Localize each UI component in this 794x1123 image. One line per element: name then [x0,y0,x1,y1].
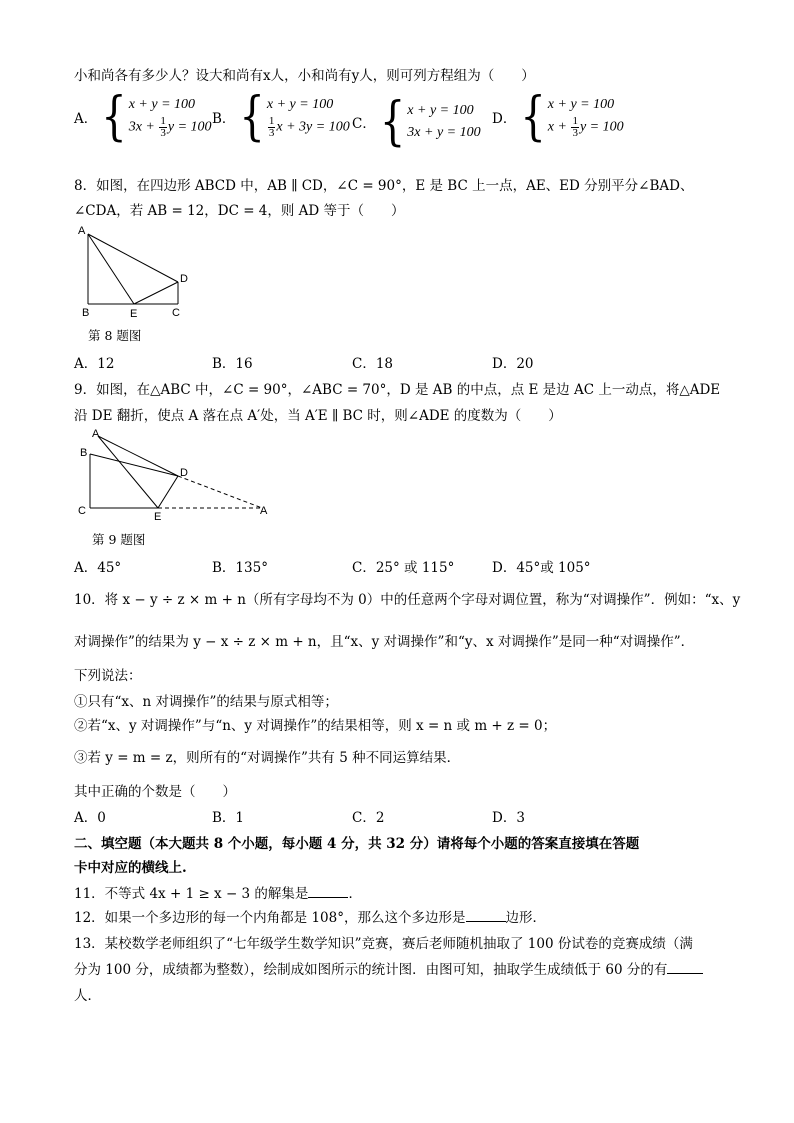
label-d: D [180,273,188,285]
q10-statement-1: ①只有“x、n 对调操作”的结果与原式相等； [74,694,338,710]
label-e: E [130,308,138,320]
q9-option-a[interactable]: A．45° [74,560,122,576]
brace-icon: { [101,86,127,147]
equation-1: x + y = 100 [266,97,334,112]
q9-line1: 9．如图，在△ABC 中，∠C = 90°，∠ABC = 70°，D 是 AB 的中点，点 E 是边 AC 上一动点，将△ADE [74,382,721,398]
label-c: C [78,505,86,517]
q9-caption: 第 9 题图 [92,532,146,547]
q11-end: ． [348,886,362,902]
q8-figure [74,222,194,322]
q7-option-a[interactable] [74,86,212,147]
q9-line2: 沿 DE 翻折，使点 A 落在点 A′处，当 A′E ∥ BC 时，则∠ADE 的度数为（ ） [74,408,562,424]
q11 [74,882,362,902]
q10-ask: 其中正确的个数是（ ） [74,784,236,800]
q13-line2-text: 分为 100 分，成绩都为整数），绘制成如图所示的统计图．由图可知，抽取学生成绩低于 60 分的有 [74,962,668,978]
q7-option-b[interactable] [212,86,350,147]
q12-text: 12．如果一个多边形的每一个内角都是 108°，那么这个多边形是 [74,910,466,926]
q11-text: 11．不等式 4x + 1 ≥ x − 3 的解集是 [74,886,309,902]
q9-option-c[interactable]: C．25° 或 115° [352,560,455,576]
brace-icon: { [520,86,546,147]
q10-option-b[interactable]: B．1 [212,810,245,826]
q8-line1: 8．如图，在四边形 ABCD 中，AB ∥ CD，∠C = 90°，E 是 BC 上一点，AE、ED 分别平分∠BAD、 [74,178,694,194]
q10-line1: 10．将 x − y ÷ z × m + n（所有字母均不为 0）中的任意两个字母对调位置，称为“对调操作”．例如：“x、y [74,592,741,608]
q8-option-b[interactable]: B．16 [212,356,253,372]
q11-answer-blank[interactable] [308,885,348,898]
q12-end: 边形． [505,910,546,926]
q10-statement-2: ②若“x、y 对调操作”与“n、y 对调操作”的结果相等，则 x = n 或 m + z = 0； [74,718,557,734]
q10-line2: 对调操作”的结果为 y − x ÷ z × m + n，且“x、y 对调操作”和“y、x 对调操作”是同一种“对调操作”． [74,634,695,650]
q13-line2 [74,958,703,978]
q7-option-d[interactable] [492,86,624,147]
option-label: D． [492,110,517,127]
q10-option-c[interactable]: C．2 [352,810,385,826]
q9-figure [74,424,284,524]
equation-2: $\frac{1}{3}$ x + 3y = 100 [268,115,350,139]
q10-option-a[interactable]: A．0 [74,810,106,826]
label-b: B [80,447,88,459]
label-b: B [82,307,90,319]
q8-caption: 第 8 题图 [88,328,142,343]
label-a-prime: A [92,428,100,440]
q7-stem: 小和尚各有多少人？设大和尚有x人，小和尚有y人，则可列方程组为（ ） [74,68,535,84]
equation-1: x + y = 100 [407,103,474,118]
q10-line3: 下列说法： [74,668,142,684]
label-a: A [260,505,268,517]
q9-option-d[interactable]: D．45°或 105° [492,560,591,576]
equation-2: x + $\frac{1}{3}$ y = 100 [547,115,624,139]
q8-line2: ∠CDA，若 AB = 12，DC = 4，则 AD 等于（ ） [74,203,405,219]
q7-option-c[interactable] [352,92,481,152]
q12 [74,906,546,926]
section-heading-line2: 卡中对应的横线上. [74,860,187,876]
q8-option-c[interactable]: C．18 [352,356,394,372]
equation-2: 3x + y = 100 [407,125,481,140]
q13-answer-blank[interactable] [667,961,703,974]
q8-option-d[interactable]: D．20 [492,356,534,372]
label-e: E [154,511,162,523]
equation-1: x + y = 100 [128,97,196,112]
option-label: A． [74,110,98,127]
equation-1: x + y = 100 [547,97,615,112]
q9-option-b[interactable]: B．135° [212,560,268,576]
brace-icon: { [239,86,265,147]
q13-line3: 人． [74,988,101,1004]
label-d: D [180,467,188,479]
brace-icon: { [379,92,406,152]
q12-answer-blank[interactable] [466,909,506,922]
q10-option-d[interactable]: D．3 [492,810,525,826]
option-label: B． [212,110,236,127]
q13-line1: 13．某校数学老师组织了“七年级学生数学知识”竞赛，赛后老师随机抽取了 100 份试卷的竞赛成绩（满 [74,936,693,952]
option-label: C． [352,116,376,132]
q8-option-a[interactable]: A．12 [74,356,115,372]
equation-2: 3x + $\frac{1}{3}$ y = 100 [128,115,212,139]
section-heading-line1: 二、填空题（本大题共 8 个小题，每小题 4 分，共 32 分）请将每个小题的答案直接填在答题 [74,836,640,852]
label-c: C [172,307,180,319]
q10-statement-3: ③若 y = m = z，则所有的“对调操作”共有 5 种不同运算结果． [74,750,461,766]
label-a: A [78,225,86,237]
